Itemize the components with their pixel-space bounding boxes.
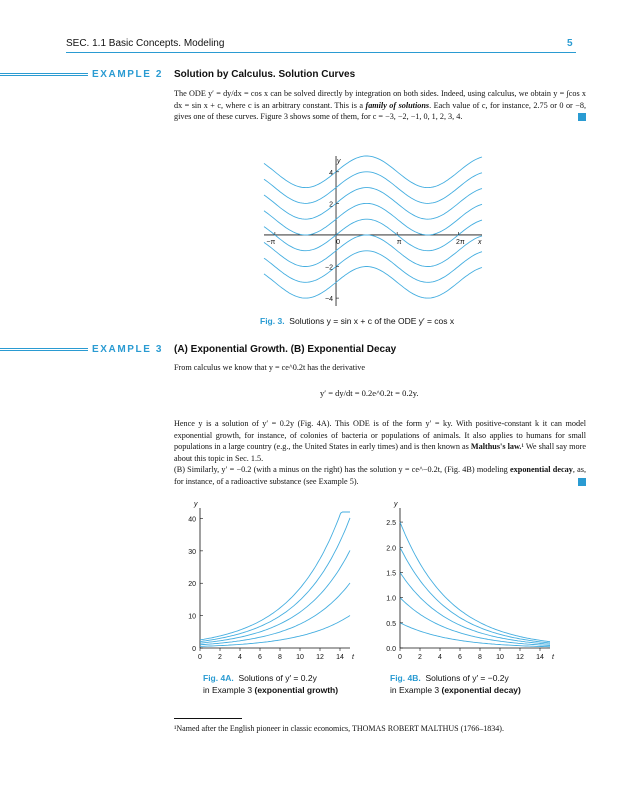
solution-curve-1	[264, 251, 482, 282]
footnote-rule	[174, 718, 242, 719]
y-tick-label: −4	[325, 296, 334, 304]
fig4a-caption: Fig. 4A. Solutions of y′ = 0.2y in Example 3 (exponential growth)	[203, 673, 339, 695]
solution-curve-4	[264, 203, 482, 235]
page-number: 5	[567, 38, 573, 49]
x-axis-label: t	[552, 654, 554, 661]
solution-curve-0	[264, 264, 482, 299]
x-tick-label: 14	[536, 654, 544, 661]
x-tick-label: 12	[316, 654, 324, 661]
example2-label: EXAMPLE 2	[92, 69, 164, 80]
solution-curve-2	[264, 235, 482, 267]
y-tick-label: 2.5	[386, 520, 396, 528]
x-tick-label: 6	[258, 654, 262, 661]
example3-paragraph-a: Hence y is a solution of y′ = 0.2y (Fig. 4A). This ODE is of the form y′ = ky. With positive-constant k it can model exponential growth, for instance, of colonies of bacteria or populations of animals. It also applies to humans for small populations in a large country (e.g., the United States in early times) and is then known as Malthus's law.¹ We shall say more about this topic in Sec. 1.5. (B) Similarly, y′ = −0.2 (with a minus on the right) has the solution y = ce^−0.2t, (Fig. 4B) modeling exponential decay, as, for instance, of a radioactive substance (see Example 5).	[174, 419, 587, 486]
x-tick-label: 0	[198, 654, 202, 661]
y-tick-label: 2	[329, 201, 334, 209]
x-tick-label: 8	[278, 654, 282, 661]
y-tick-label: −2	[325, 264, 334, 272]
x-tick-label: −π	[266, 238, 276, 246]
y-axis-label: y	[194, 501, 198, 508]
solution-curve-5	[264, 188, 482, 220]
y-tick-label: 0.5	[386, 620, 396, 628]
y-tick-label: 2.0	[386, 545, 396, 553]
end-of-example-marker	[578, 478, 586, 486]
solution-curve-3	[400, 547, 550, 643]
y-tick-label: 0.0	[386, 646, 396, 653]
solution-curve-0	[200, 616, 350, 647]
example3-rule	[0, 348, 88, 351]
running-head: SEC. 1.1 Basic Concepts. Modeling	[66, 38, 225, 49]
header-rule	[66, 52, 576, 53]
y-axis-label: y	[394, 501, 398, 508]
example3-title: (A) Exponential Growth. (B) Exponential Decay	[174, 344, 397, 355]
x-tick-label: 8	[478, 654, 482, 661]
fig3-plot	[262, 150, 502, 310]
solution-curve-4	[200, 512, 350, 640]
x-tick-label: 6	[458, 654, 462, 661]
x-tick-label: 4	[438, 654, 442, 661]
example3-label: EXAMPLE 3	[92, 344, 164, 355]
x-axis-label: x	[478, 238, 482, 246]
x-tick-label: π	[396, 238, 402, 246]
fig3-caption: Fig. 3. Solutions y = sin x + c of the ODE y′ = cos x	[260, 316, 455, 326]
y-tick-label: 20	[188, 581, 196, 589]
x-tick-label: 0	[336, 238, 340, 246]
solution-curve-7	[264, 156, 482, 188]
y-tick-label: 4	[329, 169, 334, 177]
x-tick-label: 2	[418, 654, 422, 661]
example2-title: Solution by Calculus. Solution Curves	[174, 69, 356, 80]
x-tick-label: 4	[238, 654, 242, 661]
x-tick-label: 10	[496, 654, 504, 661]
x-tick-label: 14	[336, 654, 344, 661]
fig4a-plot	[168, 498, 368, 668]
x-tick-label: 2π	[455, 238, 465, 246]
y-tick-label: 10	[188, 613, 196, 621]
fig4b-caption: Fig. 4B. Solutions of y′ = −0.2y in Example 3 (exponential decay)	[390, 673, 521, 695]
x-tick-label: 12	[516, 654, 524, 661]
solution-curve-4	[400, 522, 550, 642]
x-tick-label: 10	[296, 654, 304, 661]
solution-curve-6	[264, 169, 482, 204]
solution-curve-0	[400, 623, 550, 647]
fig4b-plot	[368, 498, 568, 668]
y-axis-label: y	[337, 158, 341, 165]
footnote: ¹Named after the English pioneer in classic economics, THOMAS ROBERT MALTHUS (1766–1834).	[174, 724, 504, 733]
x-tick-label: 2	[218, 654, 222, 661]
y-tick-label: 1.0	[386, 595, 396, 603]
solution-curve-3	[200, 518, 350, 642]
example2-rule	[0, 73, 88, 76]
end-of-example-marker	[578, 113, 586, 121]
y-tick-label: 0	[192, 646, 196, 653]
y-tick-label: 1.5	[386, 570, 396, 578]
x-axis-label: t	[352, 654, 354, 661]
example2-paragraph: The ODE y′ = dy/dx = cos x can be solved directly by integration on both sides. Indeed, using calculus, we obtain y = ∫cos x dx = sin x + c, where c is an arbitrary constant. This is a family of solutions. Each value of c, for instance, 2.75 or 0 or −8, gives one of these curves. Figure 3 shows some of them, for c = −3, −2, −1, 0, 1, 2, 3, 4.	[174, 89, 586, 121]
example3-intro: From calculus we know that y = ce^0.2t has the derivative	[174, 363, 366, 372]
derivative-equation: y′ = dy/dt = 0.2e^0.2t = 0.2y.	[320, 388, 419, 398]
y-tick-label: 30	[188, 548, 196, 556]
x-tick-label: 0	[398, 654, 402, 661]
y-tick-label: 40	[188, 516, 196, 524]
